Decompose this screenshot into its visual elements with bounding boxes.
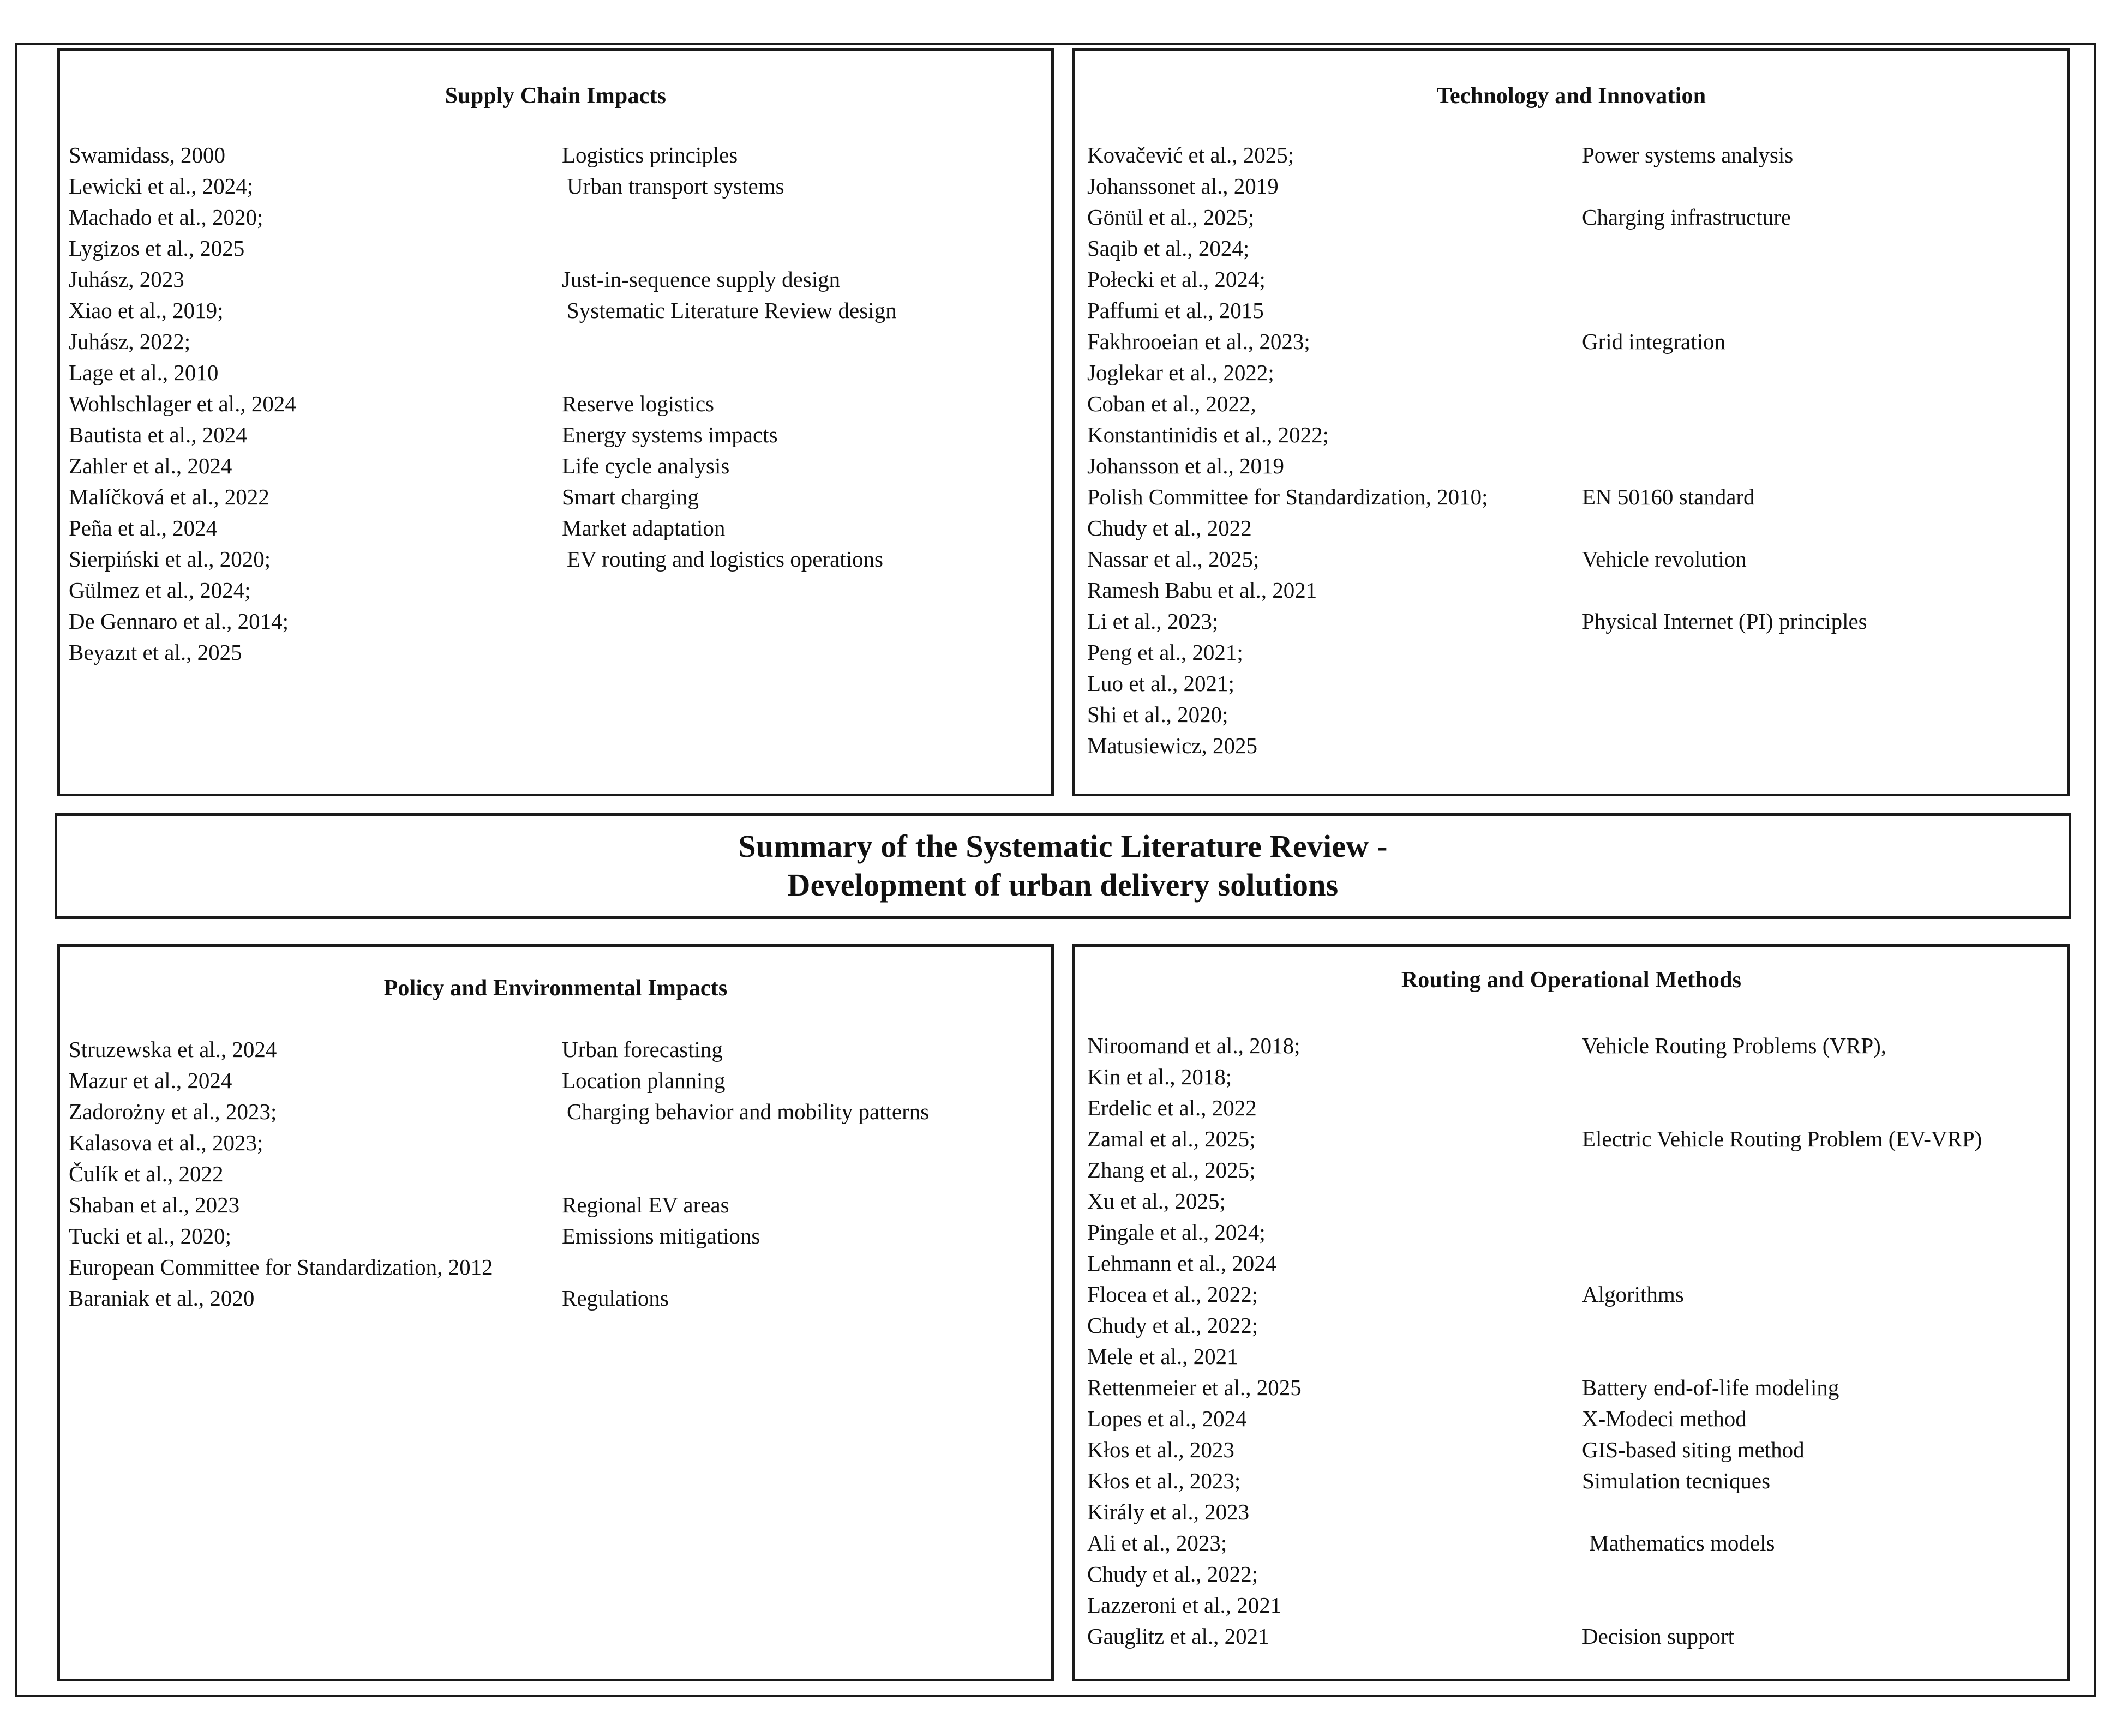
reference-topic: GIS-based siting method (1582, 1437, 1805, 1462)
reference-citation: Gauglitz et al., 2021 (1087, 1624, 1269, 1649)
summary-banner-line-1: Summary of the Systematic Literature Review - (738, 828, 1388, 864)
reference-citation: Niroomand et al., 2018; (1087, 1033, 1300, 1058)
reference-citation: Paffumi et al., 2015 (1087, 298, 1264, 323)
reference-row (69, 513, 1051, 544)
reference-row (1087, 637, 2067, 668)
reference-topic: Physical Internet (PI) principles (1582, 609, 1867, 634)
summary-banner-line-2: Development of urban delivery solutions (787, 867, 1339, 903)
reference-row (1087, 233, 2067, 264)
reference-row (1087, 295, 2067, 326)
reference-citation: Lewicki et al., 2024; (69, 173, 254, 199)
reference-topic: Regulations (562, 1286, 669, 1311)
reference-topic: Just-in-sequence supply design (562, 267, 841, 292)
reference-list-routing (1075, 1030, 2067, 1652)
reference-topic: Urban forecasting (562, 1037, 723, 1062)
reference-citation: Lehmann et al., 2024 (1087, 1251, 1277, 1276)
reference-citation: Ramesh Babu et al., 2021 (1087, 578, 1317, 603)
reference-topic: X-Modeci method (1582, 1406, 1747, 1431)
reference-topic: Charging infrastructure (1582, 205, 1791, 230)
reference-row (1087, 1248, 2067, 1279)
reference-topic: Energy systems impacts (562, 422, 778, 447)
reference-row (69, 264, 1051, 295)
reference-row (1087, 482, 2067, 513)
reference-row (1087, 1434, 2067, 1465)
reference-topic: Market adaptation (562, 515, 726, 540)
reference-citation: Kłos et al., 2023; (1087, 1468, 1241, 1493)
reference-citation: Beyazıt et al., 2025 (69, 640, 242, 665)
reference-row (69, 1252, 1051, 1283)
panel-title-supply-chain-impacts: Supply Chain Impacts (445, 83, 667, 109)
reference-topic: Reserve logistics (562, 391, 714, 416)
reference-citation: European Committee for Standardization, 2012 (69, 1254, 493, 1280)
reference-row (69, 357, 1051, 388)
reference-row (1087, 326, 2067, 357)
reference-row (69, 1127, 1051, 1158)
reference-citation: Lygizos et al., 2025 (69, 236, 245, 261)
reference-row (1087, 140, 2067, 171)
reference-row (1087, 171, 2067, 202)
reference-topic: Algorithms (1582, 1282, 1684, 1307)
reference-row (69, 1221, 1051, 1252)
reference-row (69, 637, 1051, 668)
reference-citation: Fakhrooeian et al., 2023; (1087, 329, 1310, 354)
reference-row (69, 1283, 1051, 1314)
reference-citation: Konstantinidis et al., 2022; (1087, 422, 1329, 447)
reference-row (1087, 1092, 2067, 1124)
reference-citation: Erdelic et al., 2022 (1087, 1095, 1257, 1120)
reference-citation: Chudy et al., 2022 (1087, 515, 1252, 540)
reference-row (1087, 1217, 2067, 1248)
reference-citation: Li et al., 2023; (1087, 609, 1219, 634)
reference-row (69, 606, 1051, 637)
reference-citation: Kovačević et al., 2025; (1087, 142, 1294, 167)
panel-title-policy-and-environmental-impacts: Policy and Environmental Impacts (383, 976, 728, 1001)
reference-topic: EV routing and logistics operations (567, 546, 884, 572)
reference-topic: Smart charging (562, 484, 699, 509)
reference-citation: Pingale et al., 2024; (1087, 1220, 1266, 1245)
reference-row (1087, 544, 2067, 575)
reference-row (69, 575, 1051, 606)
reference-citation: Zadorożny et al., 2023; (69, 1099, 277, 1124)
reference-citation: Joglekar et al., 2022; (1087, 360, 1274, 385)
reference-row (69, 1065, 1051, 1096)
reference-citation: Swamidass, 2000 (69, 142, 225, 167)
reference-citation: Struzewska et al., 2024 (69, 1037, 277, 1062)
reference-citation: Baraniak et al., 2020 (69, 1286, 255, 1311)
reference-citation: Peña et al., 2024 (69, 515, 218, 540)
reference-citation: Wohlschlager et al., 2024 (69, 391, 296, 416)
panel-title-routing-and-operational-methods: Routing and Operational Methods (1401, 968, 1742, 993)
reference-citation: Juhász, 2022; (69, 329, 191, 354)
reference-citation: Xiao et al., 2019; (69, 298, 224, 323)
reference-row (69, 388, 1051, 419)
reference-citation: Połecki et al., 2024; (1087, 267, 1266, 292)
reference-citation: Juhász, 2023 (69, 267, 184, 292)
reference-citation: Zahler et al., 2024 (69, 453, 232, 478)
reference-citation: Lopes et al., 2024 (1087, 1406, 1247, 1431)
reference-citation: Rettenmeier et al., 2025 (1087, 1375, 1302, 1400)
reference-topic: Life cycle analysis (562, 453, 730, 478)
reference-citation: Johansson et al., 2019 (1087, 453, 1284, 478)
reference-row (1087, 730, 2067, 761)
panel-routing-and-operational-methods (1072, 944, 2070, 1681)
reference-citation: Tucki et al., 2020; (69, 1223, 232, 1248)
reference-citation: Johanssonet al., 2019 (1087, 173, 1279, 199)
reference-row (1087, 1590, 2067, 1621)
reference-topic: Power systems analysis (1582, 142, 1794, 167)
reference-topic: Location planning (562, 1068, 726, 1093)
reference-row (1087, 357, 2067, 388)
reference-citation: Gönül et al., 2025; (1087, 205, 1255, 230)
reference-citation: Király et al., 2023 (1087, 1499, 1250, 1524)
reference-row (69, 1158, 1051, 1190)
reference-list-technology (1075, 140, 2067, 761)
panel-title-technology-and-innovation: Technology and Innovation (1436, 83, 1706, 109)
reference-row (69, 419, 1051, 450)
reference-citation: Kłos et al., 2023 (1087, 1437, 1234, 1462)
reference-row (1087, 1030, 2067, 1061)
reference-citation: Lazzeroni et al., 2021 (1087, 1593, 1282, 1618)
reference-citation: Luo et al., 2021; (1087, 671, 1234, 696)
reference-row (1087, 1465, 2067, 1497)
reference-row (1087, 450, 2067, 482)
reference-row (1087, 1621, 2067, 1652)
reference-citation: Saqib et al., 2024; (1087, 236, 1250, 261)
reference-topic: Regional EV areas (562, 1192, 729, 1217)
reference-citation: Machado et al., 2020; (69, 205, 263, 230)
reference-citation: Lage et al., 2010 (69, 360, 219, 385)
reference-row (1087, 202, 2067, 233)
reference-row (69, 202, 1051, 233)
reference-topic: Charging behavior and mobility patterns (567, 1099, 930, 1124)
reference-citation: Bautista et al., 2024 (69, 422, 247, 447)
reference-topic: Mathematics models (1589, 1530, 1775, 1555)
reference-row (1087, 575, 2067, 606)
reference-topic: EN 50160 standard (1582, 484, 1755, 509)
reference-citation: De Gennaro et al., 2014; (69, 609, 289, 634)
reference-topic: Electric Vehicle Routing Problem (EV-VRP) (1582, 1126, 1982, 1151)
reference-row (1087, 1403, 2067, 1434)
reference-topic: Battery end-of-life modeling (1582, 1375, 1839, 1400)
reference-citation: Kalasova et al., 2023; (69, 1130, 263, 1155)
reference-row (1087, 1372, 2067, 1403)
reference-row (69, 233, 1051, 264)
reference-list-supply-chain (60, 140, 1051, 668)
reference-row (1087, 1497, 2067, 1528)
reference-citation: Malíčková et al., 2022 (69, 484, 269, 509)
reference-row (69, 1190, 1051, 1221)
reference-row (1087, 668, 2067, 699)
reference-citation: Nassar et al., 2025; (1087, 546, 1260, 572)
reference-list-policy (60, 1034, 1051, 1314)
reference-row (1087, 1310, 2067, 1341)
panel-supply-chain-impacts (57, 48, 1054, 796)
reference-citation: Mazur et al., 2024 (69, 1068, 232, 1093)
reference-row (1087, 699, 2067, 730)
panel-policy-and-environmental-impacts (57, 944, 1054, 1681)
reference-citation: Matusiewicz, 2025 (1087, 733, 1257, 758)
summary-banner (55, 813, 2071, 919)
reference-row (1087, 1559, 2067, 1590)
reference-row (1087, 606, 2067, 637)
reference-citation: Shaban et al., 2023 (69, 1192, 240, 1217)
reference-topic: Logistics principles (562, 142, 738, 167)
summary-banner-text (738, 827, 1387, 905)
reference-row (1087, 1279, 2067, 1310)
reference-row (1087, 1186, 2067, 1217)
reference-topic: Systematic Literature Review design (567, 298, 897, 323)
reference-topic: Decision support (1582, 1624, 1734, 1649)
reference-citation: Xu et al., 2025; (1087, 1188, 1226, 1214)
reference-row (69, 482, 1051, 513)
reference-topic: Grid integration (1582, 329, 1726, 354)
reference-row (69, 326, 1051, 357)
reference-topic: Vehicle revolution (1582, 546, 1747, 572)
reference-citation: Zamal et al., 2025; (1087, 1126, 1256, 1151)
reference-citation: Polish Committee for Standardization, 2010; (1087, 484, 1488, 509)
reference-citation: Zhang et al., 2025; (1087, 1157, 1256, 1182)
reference-row (1087, 388, 2067, 419)
reference-topic: Emissions mitigations (562, 1223, 760, 1248)
reference-topic: Urban transport systems (567, 173, 784, 199)
reference-citation: Sierpiński et al., 2020; (69, 546, 271, 572)
reference-row (69, 450, 1051, 482)
reference-citation: Coban et al., 2022, (1087, 391, 1256, 416)
reference-row (69, 544, 1051, 575)
reference-citation: Chudy et al., 2022; (1087, 1313, 1258, 1338)
panel-technology-and-innovation (1072, 48, 2070, 796)
reference-row (1087, 1528, 2067, 1559)
reference-citation: Flocea et al., 2022; (1087, 1282, 1258, 1307)
reference-citation: Peng et al., 2021; (1087, 640, 1243, 665)
reference-topic: Vehicle Routing Problems (VRP), (1582, 1033, 1887, 1058)
reference-citation: Shi et al., 2020; (1087, 702, 1228, 727)
reference-row (69, 140, 1051, 171)
reference-row (1087, 513, 2067, 544)
reference-citation: Chudy et al., 2022; (1087, 1561, 1258, 1587)
reference-citation: Mele et al., 2021 (1087, 1344, 1238, 1369)
reference-row (1087, 419, 2067, 450)
reference-citation: Gülmez et al., 2024; (69, 578, 251, 603)
reference-citation: Kin et al., 2018; (1087, 1064, 1232, 1089)
reference-row (1087, 1124, 2067, 1155)
reference-row (1087, 1061, 2067, 1092)
reference-citation: Čulík et al., 2022 (69, 1161, 224, 1186)
reference-row (69, 295, 1051, 326)
reference-row (69, 1096, 1051, 1127)
reference-row (1087, 264, 2067, 295)
reference-row (1087, 1341, 2067, 1372)
reference-row (69, 171, 1051, 202)
reference-citation: Ali et al., 2023; (1087, 1530, 1227, 1555)
reference-row (69, 1034, 1051, 1065)
reference-row (1087, 1155, 2067, 1186)
reference-topic: Simulation tecniques (1582, 1468, 1771, 1493)
